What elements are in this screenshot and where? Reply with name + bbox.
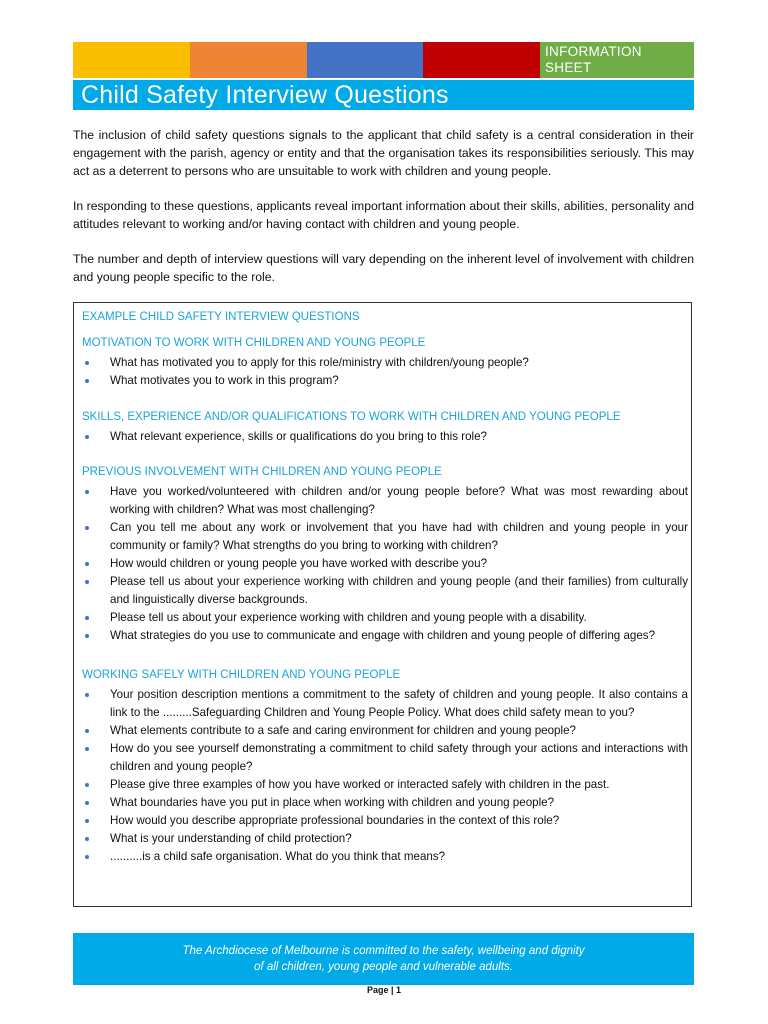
list-item: How would you describe appropriate professional boundaries in the context of this role? — [82, 812, 688, 830]
bullet-icon — [85, 729, 89, 733]
color-segment-yellow — [73, 42, 190, 78]
header-color-bar — [73, 42, 694, 78]
title-banner — [73, 80, 694, 110]
list-item: What is your understanding of child protection? — [82, 830, 688, 848]
intro-paragraph-1: The inclusion of child safety questions signals to the applicant that child safety is a central consideration in their engagement with the parish, agency or entity and that the organisation takes its responsibilities seriously. This may act as a deterrent to persons who are unsuitable to work with children and young people. — [73, 128, 694, 178]
section-motivation — [82, 335, 688, 390]
page-number: Page | 1 — [366, 985, 402, 995]
color-segment-red — [423, 42, 540, 78]
intro-paragraph-2: In responding to these questions, applicants reveal important information about their skills, abilities, personality and attitudes relevant to working and/or having contact with children and young people. — [73, 199, 694, 231]
list-item: Can you tell me about any work or involvement that you have had with children and young people in your community or family? What strengths do you bring to working with children? — [82, 519, 688, 555]
page-title: Child Safety Interview Questions — [81, 81, 449, 109]
list-item: How would children or young people you have worked with describe you? — [82, 555, 688, 573]
bullet-icon — [85, 616, 89, 620]
intro-paragraph-3: The number and depth of interview questions will vary depending on the inherent level of involvement with children and young people specific to the role. — [73, 252, 694, 284]
footer-statement — [73, 943, 694, 975]
color-segment-blue — [307, 42, 423, 78]
section-title: PREVIOUS INVOLVEMENT WITH CHILDREN AND YOUNG PEOPLE — [82, 466, 442, 478]
bullet-icon — [85, 801, 89, 805]
bullet-icon — [85, 580, 89, 584]
bullet-icon — [85, 855, 89, 859]
bullet-icon — [85, 634, 89, 638]
color-segment-green — [540, 42, 694, 78]
list-item: Please give three examples of how you have worked or interacted safely with children in the past. — [82, 776, 688, 794]
list-item: Your position description mentions a commitment to the safety of children and young people. It also contains a link to the .........Safeguarding Children and Young People Policy. What does child safety mean to you? — [82, 686, 688, 722]
bullet-icon — [85, 837, 89, 841]
questions-box-title: EXAMPLE CHILD SAFETY INTERVIEW QUESTIONS — [82, 311, 360, 323]
list-item: What has motivated you to apply for this role/ministry with children/young people? — [82, 354, 688, 372]
section-title: SKILLS, EXPERIENCE AND/OR QUALIFICATIONS TO WORK WITH CHILDREN AND YOUNG PEOPLE — [82, 411, 621, 423]
list-item: How do you see yourself demonstrating a commitment to child safety through your actions and interactions with children and young people? — [82, 740, 688, 776]
list-item: Please tell us about your experience working with children and young people (and their families) from culturally and linguistically diverse backgrounds. — [82, 573, 688, 609]
information-sheet-label — [545, 44, 685, 76]
footer-banner — [73, 933, 694, 985]
bullet-icon — [85, 747, 89, 751]
bullet-icon — [85, 819, 89, 823]
section-working-safely — [82, 667, 688, 866]
section-skills — [82, 409, 688, 446]
bullet-icon — [85, 361, 89, 365]
list-item: Have you worked/volunteered with children and/or young people before? What was most rewarding about working with children? What was most challenging? — [82, 483, 688, 519]
bullet-icon — [85, 562, 89, 566]
list-item: What boundaries have you put in place when working with children and young people? — [82, 794, 688, 812]
bullet-icon — [85, 490, 89, 494]
section-previous-involvement — [82, 464, 688, 645]
bullet-icon — [85, 526, 89, 530]
color-segment-orange — [190, 42, 307, 78]
intro-text — [73, 126, 694, 303]
bullet-icon — [85, 379, 89, 383]
bullet-icon — [85, 693, 89, 697]
bullet-icon — [85, 435, 89, 439]
list-item: What elements contribute to a safe and caring environment for children and young people? — [82, 722, 688, 740]
list-item: What relevant experience, skills or qualifications do you bring to this role? — [82, 428, 688, 446]
list-item: Please tell us about your experience working with children and young people with a disability. — [82, 609, 688, 627]
list-item: ..........is a child safe organisation. What do you think that means? — [82, 848, 688, 866]
footer-line-2: of all children, young people and vulnerable adults. — [254, 961, 513, 973]
bullet-icon — [85, 783, 89, 787]
questions-box — [73, 302, 692, 907]
information-label-line1: INFORMATION — [545, 44, 642, 59]
list-item: What strategies do you use to communicate and engage with children and young people of differing ages? — [82, 627, 688, 645]
list-item: What motivates you to work in this program? — [82, 372, 688, 390]
footer-line-1: The Archdiocese of Melbourne is committed to the safety, wellbeing and dignity — [182, 945, 585, 957]
section-title: MOTIVATION TO WORK WITH CHILDREN AND YOUNG PEOPLE — [82, 337, 426, 349]
section-title: WORKING SAFELY WITH CHILDREN AND YOUNG PEOPLE — [82, 669, 401, 681]
information-label-line2: SHEET — [545, 60, 592, 75]
